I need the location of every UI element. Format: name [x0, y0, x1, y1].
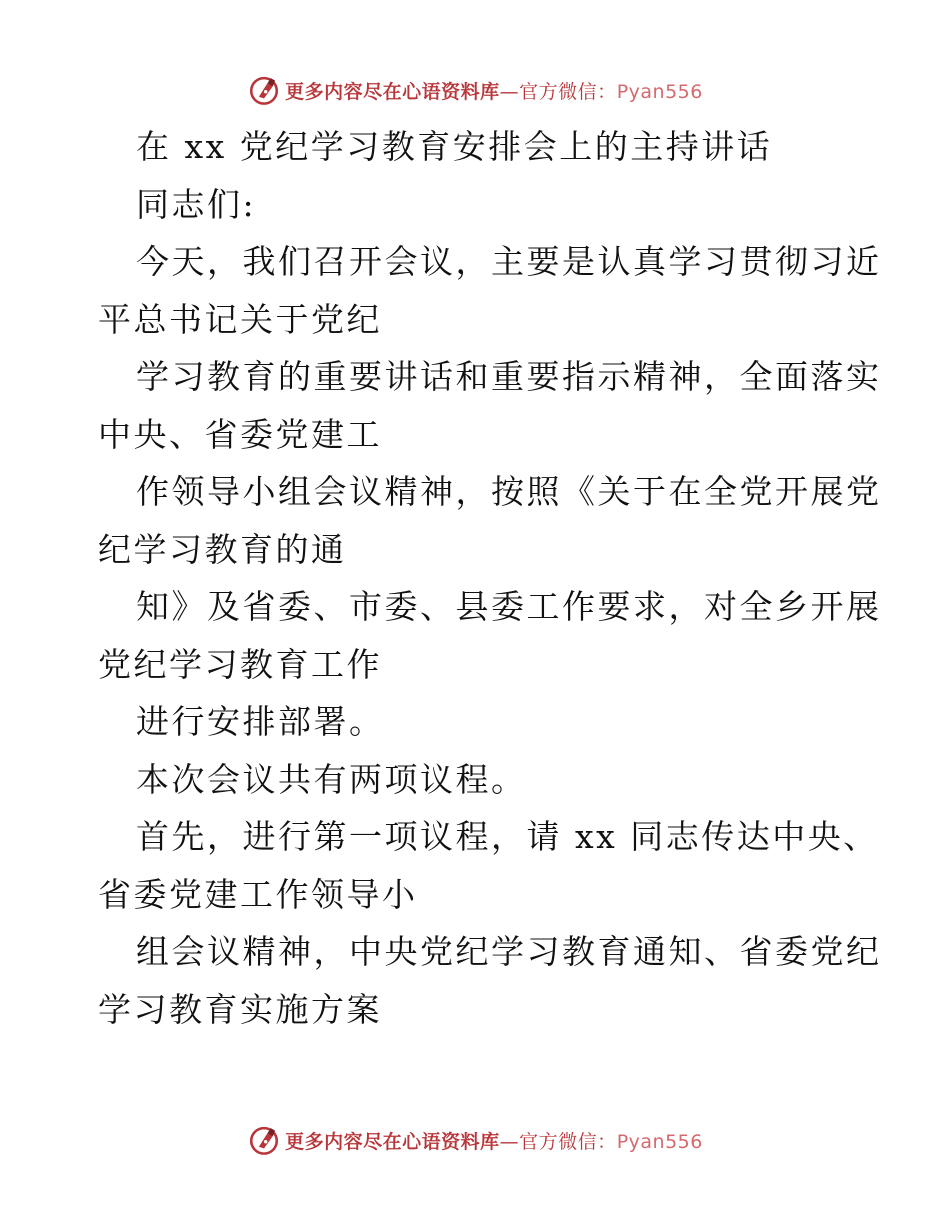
watermark-banner-bottom: [0, 1120, 950, 1160]
document-line: 本次会议共有两项议程。: [136, 759, 527, 799]
document-line: 党纪学习教育工作: [98, 644, 382, 684]
document-body: [98, 118, 882, 1038]
document-line: 作领导小组会议精神，按照《关于在全党开展党: [136, 472, 882, 511]
watermark-id: Pyan556: [616, 1130, 703, 1153]
watermark-main: 更多内容尽在心语资料库: [285, 80, 500, 103]
document-line: 平总书记关于党纪: [98, 299, 382, 339]
document-line: 在 xx 党纪学习教育安排会上的主持讲话: [136, 127, 773, 166]
watermark-dash: —: [499, 80, 520, 103]
document-line: 同志们:: [136, 184, 257, 224]
document-line: 今天，我们召开会议，主要是认真学习贯彻习近: [136, 242, 882, 281]
pen-nib-logo-icon: [247, 1123, 281, 1157]
document-line: 学习教育实施方案: [98, 989, 382, 1029]
watermark-wechat: 官方微信：: [519, 80, 617, 103]
watermark-banner-top: [0, 70, 950, 110]
document-line: 组会议精神，中央党纪学习教育通知、省委党纪: [136, 932, 882, 971]
document-line: 进行安排部署。: [136, 702, 385, 741]
watermark-text: [285, 77, 703, 104]
pen-nib-logo-icon: [247, 73, 281, 107]
document-line: 学习教育的重要讲话和重要指示精神，全面落实: [136, 357, 882, 396]
document-line: 中央、省委党建工: [98, 414, 382, 454]
watermark-id: Pyan556: [616, 80, 703, 103]
watermark-wechat: 官方微信：: [519, 1130, 617, 1153]
watermark-text: [285, 1127, 703, 1154]
watermark-main: 更多内容尽在心语资料库: [285, 1130, 500, 1153]
document-line: 纪学习教育的通: [98, 529, 347, 569]
watermark-dash: —: [499, 1130, 520, 1153]
document-line: 首先，进行第一项议程，请 xx 同志传达中央、: [136, 817, 879, 856]
document-line: 知》及省委、市委、县委工作要求，对全乡开展: [136, 587, 882, 626]
document-line: 省委党建工作领导小: [98, 874, 418, 914]
